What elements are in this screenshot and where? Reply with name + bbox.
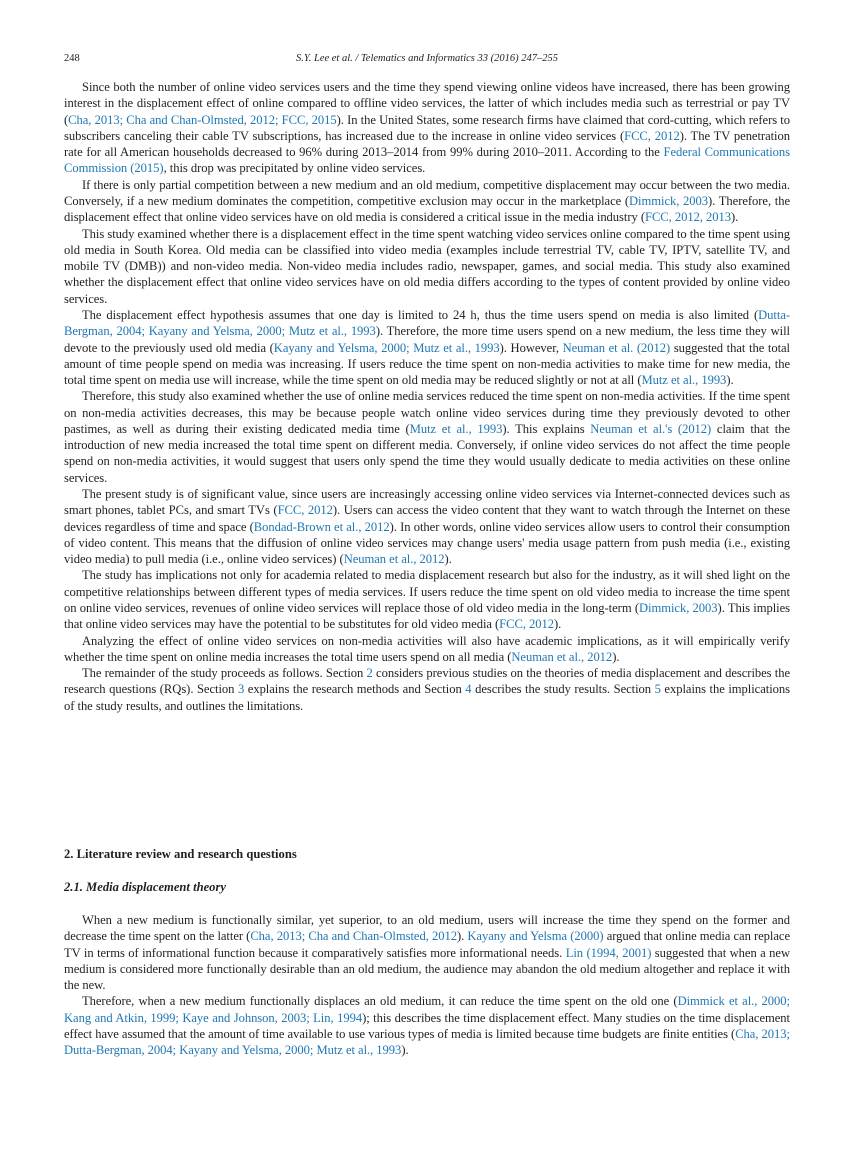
citation-link[interactable]: Dutta-Bergman, 2004; Kayany and Yelsma, 2000; Mutz et al., 1993 (64, 307, 790, 339)
paragraph-text: ). This explains (502, 421, 591, 436)
paragraph-text: ). (456, 929, 468, 944)
subsection-2-1-title: 2.1. Media displacement theory (64, 880, 226, 894)
paragraph-text: , this drop was precipitated by online video services. (163, 161, 426, 176)
citation-link[interactable]: FCC, 2012, 2013 (645, 210, 732, 225)
paragraph (64, 665, 790, 714)
citation-link[interactable]: Mutz et al., 1993 (409, 421, 503, 436)
paragraph-text: ). (401, 1043, 409, 1058)
citation-link[interactable]: Neuman et al. (2012) (562, 340, 671, 355)
paragraph-text: This study examined whether there is a displacement effect in the time spent watching video services online compared to the time spent using old media in South Korea. Old media can be classified into video media (examples include terrestrial TV, cable TV, IPTV, satellite TV, and mobile TV (DMB)) and non-video media. Non-video media includes radio, newspaper, games, and social media. This study also examined whether the displacement effect that online video services have on old media differs according to the types of content provided by online video services. (64, 226, 790, 306)
citation-link[interactable]: FCC, 2012 (499, 617, 555, 632)
citation-link[interactable]: Neuman et al., 2012 (343, 552, 445, 567)
citation-link[interactable]: Dimmick et al., 2000; Kang and Atkin, 1999; Kaye and Johnson, 2003; Lin, 1994 (64, 994, 790, 1025)
paragraph-text: ). (731, 210, 739, 225)
citation-link[interactable]: Lin (1994, 2001) (565, 945, 652, 960)
citation-link[interactable]: 2 (366, 666, 373, 681)
citation-link[interactable]: 4 (465, 682, 472, 697)
paragraph (64, 177, 790, 226)
paragraph (64, 307, 790, 388)
paragraph (64, 79, 790, 177)
paragraph (64, 567, 790, 632)
introduction-body (64, 79, 790, 714)
paragraph-text: ). Users can access the video content that they want to watch through the Internet on these devices regardless of time and space ( (64, 503, 790, 534)
paragraph-text: argued that online media can replace TV in terms of informational function because it comparatively satisfies more informational needs. (64, 929, 790, 960)
paragraph-text: ). (726, 373, 734, 388)
citation-link[interactable]: Cha, 2013; Dutta-Bergman, 2004; Kayany and Yelsma, 2000; Mutz et al., 1993 (64, 1026, 790, 1058)
paragraph-text: The remainder of the study proceeds as follows. Section (82, 666, 367, 681)
section-2-title: 2. Literature review and research questions (64, 847, 297, 861)
citation-link[interactable]: Bondad-Brown et al., 2012 (253, 519, 390, 534)
paragraph-text: ). The TV penetration rate for all American households decreased to 96% during 2013–2014 from 99% during 2010–2011. According to the (64, 128, 790, 160)
paragraph-text: ). (444, 552, 452, 567)
paragraph-text: ). In the United States, some research firms have claimed that cord-cutting, which refers to subscribers canceling their cable TV subscriptions, has increased due to the increase in online video services ( (64, 112, 790, 143)
paragraph (64, 388, 790, 486)
citation-link[interactable]: Dimmick, 2003 (638, 601, 718, 615)
journal-reference: S.Y. Lee et al. / Telematics and Informatics 33 (2016) 247–255 (295, 53, 558, 64)
citation-link[interactable]: Dimmick, 2003 (629, 193, 709, 208)
paragraph-text: ). Therefore, the displacement effect that online video services have on old media is considered a critical issue in the media industry ( (64, 193, 791, 225)
paragraph-text: The present study is of significant value, since users are increasingly accessing online video services via Internet-connected devices such as smart phones, tablet PCs, and smart TVs ( (64, 487, 790, 518)
paragraph-text: The study has implications not only for academia related to media displacement research but also for the industry, as it will shed light on the competitive relationships between different types of media services. If users reduce the time spent on old video media to increase the time spent on online video services, revenues of online video services will replace those of old video media in the long-term ( (64, 568, 790, 615)
citation-link[interactable]: Kayany and Yelsma (2000) (467, 929, 604, 944)
paragraph-text: If there is only partial competition between a new medium and an old medium, competitive displacement may occur between the two media. Conversely, if a new medium dominates the competition, competitive exclusion may occur in the marketplace ( (64, 177, 790, 208)
paragraph-text: Analyzing the effect of online video services on non-media activities will also have academic implications, as it will empirically verify whether the time spent on online media increases the total time users spend on all media ( (64, 633, 790, 664)
paragraph (64, 486, 790, 567)
citation-link[interactable]: Federal Communications Commission (2015) (64, 145, 790, 176)
paragraph-text: ). (612, 649, 620, 664)
page-number: 248 (64, 53, 80, 64)
paragraph-text: explains the research methods and Section (244, 682, 466, 697)
paragraph-text: ); this describes the time displacement effect. Many studies on the time displacement effect have assumed that the amount of time available to use various types of media is limited because time budgets are finite entities ( (64, 1010, 790, 1041)
paragraph-text: Therefore, when a new medium functionally displaces an old medium, it can reduce the time spent on the old one ( (82, 994, 678, 1009)
citation-link[interactable]: Kayany and Yelsma, 2000; Mutz et al., 1993 (273, 340, 500, 355)
paragraph-text: claim that the introduction of new media increased the total time spent on different media. Conversely, if online video services do not affect the time people spend on non-media activities, it would suggest that users only spend the time they would usually dedicate to media activities on these online services. (64, 421, 790, 485)
paragraph-text: When a new medium is functionally similar, yet superior, to an old medium, users will increase the time they spend on the former and decrease the time spent on the latter ( (64, 913, 790, 944)
paragraph-text: ). Therefore, the more time users spend on a new medium, the less time they will devote to the previously used old media ( (64, 324, 790, 355)
paragraph-text: explains the implications of the study results, and outlines the limitations. (64, 682, 790, 713)
citation-link[interactable]: Neuman et al., 2012 (511, 649, 613, 664)
citation-link[interactable]: 5 (654, 682, 661, 697)
citation-link[interactable]: FCC, 2012 (624, 128, 680, 143)
section-2-1-body (64, 912, 790, 1059)
paragraph-text: Therefore, this study also examined whether the use of online media services reduced the time spent on non-media activities. If the time spent on non-media activities decreases, this may be because people watch online video services during time they previously devoted to other pastimes, as well as during their existing dedicated media time ( (64, 389, 790, 436)
citation-link[interactable]: 3 (237, 682, 245, 697)
paragraph-text: ). (554, 617, 562, 632)
citation-link[interactable]: Cha, 2013; Cha and Chan-Olmsted, 2012 (250, 929, 457, 944)
citation-link[interactable]: Neuman et al.'s (2012) (590, 421, 712, 436)
paragraph-text: Since both the number of online video services users and the time they spend viewing online videos have increased, there has been growing interest in the displacement effect of online compared to offline video services, the latter of which includes media such as terrestrial or pay TV ( (64, 80, 790, 127)
paragraph-text: considers previous studies on the theories of media displacement and describes the research questions (RQs). Section (64, 666, 791, 697)
paragraph (64, 226, 790, 307)
paragraph (64, 993, 790, 1058)
paragraph-text: describes the study results. Section (471, 682, 655, 697)
paragraph-text: ). In other words, online video services allow users to control their consumption of video content. This means that the diffusion of online video services may change users' media usage pattern from push media (i.e., existing video media) to pull media (i.e., online video services) ( (64, 519, 790, 567)
paragraph-text: The displacement effect hypothesis assumes that one day is limited to 24 h, thus the time users spend on media is also limited ( (82, 307, 759, 322)
paragraph-text: ). However, (499, 340, 563, 355)
paragraph (64, 633, 790, 666)
paragraph (64, 912, 790, 993)
paragraph-text: suggested that the total amount of time people spend on media was increasing. If users reduce the time spent on non-media activities to make time for new media, the total time spent on media use will increase, while the time spent on old media may be reduced slightly or not at all ( (64, 340, 791, 388)
citation-link[interactable]: Cha, 2013; Cha and Chan-Olmsted, 2012; FCC, 2015 (68, 112, 337, 127)
citation-link[interactable]: Mutz et al., 1993 (641, 373, 727, 388)
paragraph-text: ). This implies that online video services may have the potential to be substitutes for old video media ( (64, 601, 790, 632)
paragraph-text: suggested that when a new medium is considered more functionally desirable than an old medium, the audience may abandon the old medium altogether and replace it with the new. (64, 945, 790, 993)
citation-link[interactable]: FCC, 2012 (277, 503, 333, 518)
